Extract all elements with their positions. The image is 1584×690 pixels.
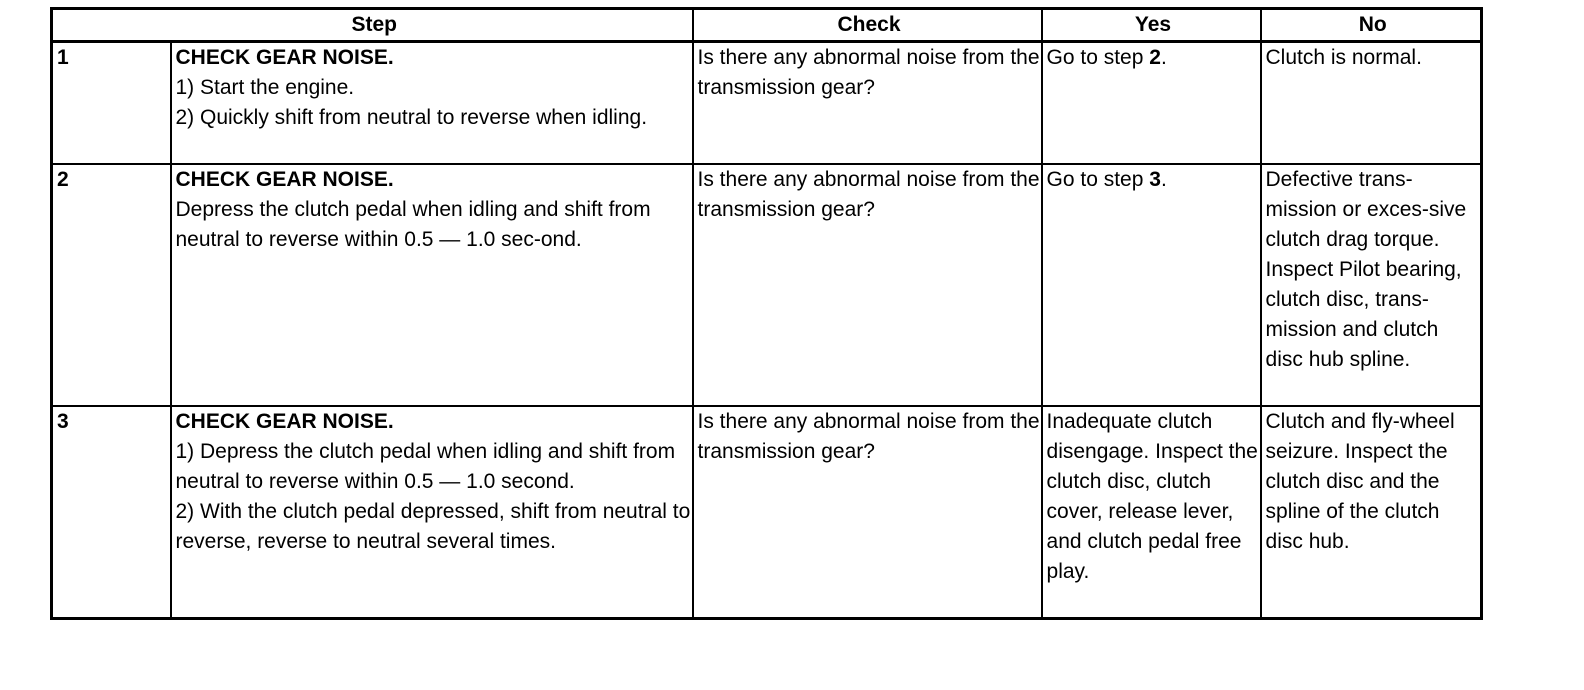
header-yes: Yes xyxy=(1042,9,1261,42)
check-cell: Is there any abnormal noise from the transmission gear? xyxy=(693,164,1042,406)
step-title: CHECK GEAR NOISE. xyxy=(175,410,394,433)
step-number: 1 xyxy=(52,42,171,165)
step-line: Depress the clutch pedal when idling and shift from neutral to reverse within 0.5 — 1.0 sec-ond. xyxy=(175,198,651,251)
step-line: 1) Start the engine. xyxy=(175,76,355,99)
yes-prefix: Go to step xyxy=(1046,46,1150,69)
no-cell: Clutch is normal. xyxy=(1261,42,1482,165)
step-number: 3 xyxy=(52,406,171,619)
step-number: 2 xyxy=(52,164,171,406)
step-line: 1) Depress the clutch pedal when idling and shift from neutral to reverse within 0.5 — 1.0 second. xyxy=(175,440,676,493)
diagnostic-table xyxy=(50,7,1483,620)
yes-step-ref: 2 xyxy=(1149,46,1161,69)
table-row xyxy=(52,406,1482,619)
header-row xyxy=(52,9,1482,42)
no-cell: Defective trans-mission or exces-sive clutch drag torque. Inspect Pilot bearing, clutch disc, trans-mission and clutch disc hub spline. xyxy=(1261,164,1482,406)
check-cell: Is there any abnormal noise from the transmission gear? xyxy=(693,406,1042,619)
step-line: 2) Quickly shift from neutral to reverse when idling. xyxy=(175,106,648,129)
check-cell: Is there any abnormal noise from the transmission gear? xyxy=(693,42,1042,165)
table-row xyxy=(52,42,1482,165)
yes-cell: Inadequate clutch disengage. Inspect the clutch disc, clutch cover, release lever, and clutch pedal free play. xyxy=(1042,406,1261,619)
step-description xyxy=(171,406,693,619)
yes-step-ref: 3 xyxy=(1149,168,1161,191)
step-description xyxy=(171,42,693,165)
step-line: 2) With the clutch pedal depressed, shift from neutral to reverse, reverse to neutral several times. xyxy=(175,500,691,553)
yes-prefix: Go to step xyxy=(1046,168,1150,191)
step-title: CHECK GEAR NOISE. xyxy=(175,46,394,69)
yes-suffix: . xyxy=(1160,46,1167,69)
yes-cell xyxy=(1042,164,1261,406)
header-no: No xyxy=(1261,9,1482,42)
header-step: Step xyxy=(52,9,693,42)
no-cell: Clutch and fly-wheel seizure. Inspect the clutch disc and the spline of the clutch disc hub. xyxy=(1261,406,1482,619)
header-check: Check xyxy=(693,9,1042,42)
yes-suffix: . xyxy=(1160,168,1167,191)
table-row xyxy=(52,164,1482,406)
step-title: CHECK GEAR NOISE. xyxy=(175,168,394,191)
step-description xyxy=(171,164,693,406)
yes-cell xyxy=(1042,42,1261,165)
